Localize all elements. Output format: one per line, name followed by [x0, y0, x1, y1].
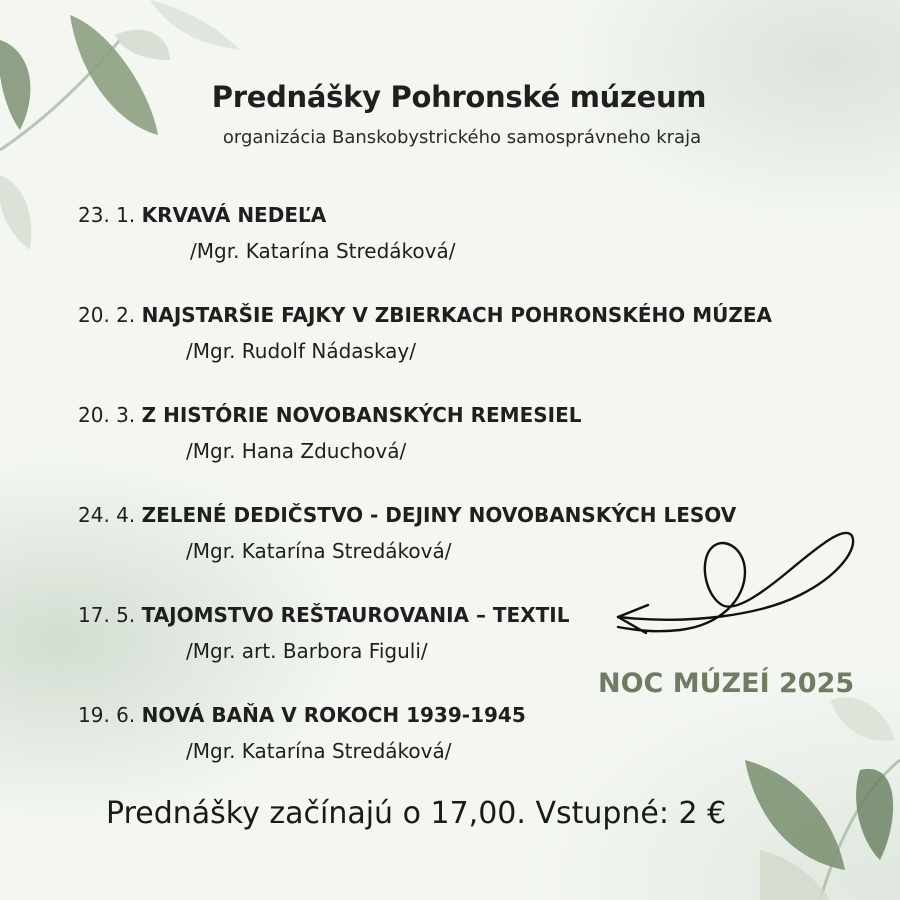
footer-info: Prednášky začínajú o 17,00. Vstupné: 2 € [106, 796, 727, 831]
lecture-speaker: /Mgr. art. Barbora Figuli/ [186, 639, 428, 663]
lecture-date: 17. 5. [78, 603, 136, 627]
lecture-title: Z HISTÓRIE NOVOBANSKÝCH REMESIEL [141, 403, 582, 427]
page-subtitle: organizácia Banskobystrického samosprávneho kraja [222, 127, 702, 148]
museum-night-callout: NOC MÚZEÍ 2025 [598, 668, 855, 699]
lecture-date: 24. 4. [78, 503, 136, 527]
lecture-title: NAJSTARŠIE FAJKY V ZBIERKACH POHRONSKÉHO MÚZEA [141, 303, 772, 327]
page-title: Prednášky Pohronské múzeum [211, 80, 707, 114]
lecture-item [78, 203, 456, 263]
lecture-speaker: /Mgr. Katarína Stredáková/ [190, 239, 456, 263]
lecture-speaker: /Mgr. Katarína Stredáková/ [186, 739, 452, 763]
lecture-title: KRVAVÁ NEDEĽA [141, 203, 327, 227]
lecture-title: NOVÁ BAŇA V ROKOCH 1939-1945 [141, 703, 526, 727]
lecture-date: 23. 1. [78, 203, 136, 227]
lecture-speaker: /Mgr. Katarína Stredáková/ [186, 539, 452, 563]
lecture-item [78, 303, 772, 363]
lecture-speaker: /Mgr. Rudolf Nádaskay/ [186, 339, 416, 363]
lecture-speaker: /Mgr. Hana Zduchová/ [186, 439, 407, 463]
leaf-branch-icon [745, 697, 900, 900]
lecture-date: 19. 6. [78, 703, 136, 727]
lecture-item [78, 503, 736, 563]
lecture-date: 20. 3. [78, 403, 136, 427]
lecture-title: ZELENÉ DEDIČSTVO - DEJINY NOVOBANSKÝCH LESOV [141, 503, 737, 527]
lecture-item [78, 703, 526, 763]
lecture-title: TAJOMSTVO REŠTAURОVANIA – TEXTIL [141, 603, 570, 627]
lecture-date: 20. 2. [78, 303, 136, 327]
lecture-item [78, 603, 569, 663]
lecture-item [78, 403, 582, 463]
